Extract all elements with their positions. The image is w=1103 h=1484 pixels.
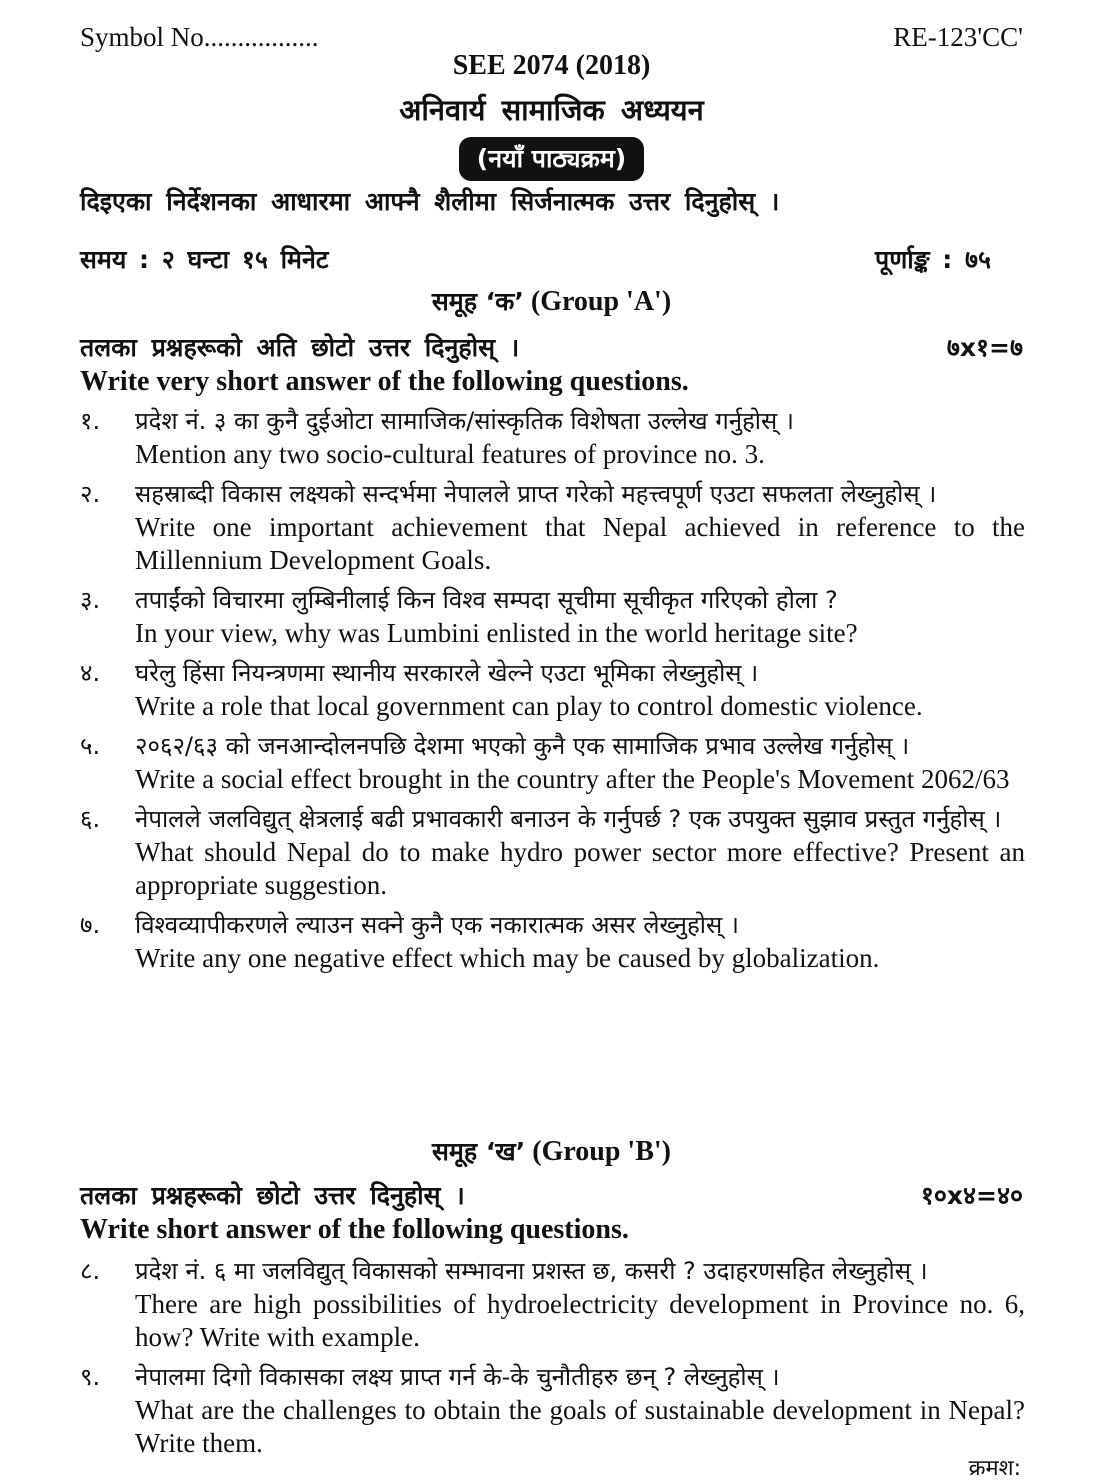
question-item bbox=[80, 656, 1025, 723]
question-number: ७. bbox=[80, 911, 101, 939]
group-b-marks: १०x४=४० bbox=[920, 1181, 1023, 1210]
group-a-heading-np: समूह ‘क’ bbox=[431, 287, 524, 316]
question-text-np: सहस्राब्दी विकास लक्ष्यको सन्दर्भमा नेपालले प्राप्त गरेको महत्त्वपूर्ण एउटा सफलता लेख्नुहोस् । bbox=[135, 480, 937, 508]
question-item bbox=[80, 583, 1025, 650]
group-b-heading bbox=[0, 1134, 1103, 1168]
question-text-en: Write a role that local government can play to control domestic violence. bbox=[135, 691, 923, 721]
symbol-number: Symbol No................. bbox=[80, 22, 319, 52]
question-number: ६. bbox=[80, 805, 101, 833]
group-b-instruction-row bbox=[80, 1178, 1023, 1212]
group-a-questions bbox=[80, 404, 1025, 981]
subject-title: अनिवार्य सामाजिक अध्ययन bbox=[399, 93, 704, 127]
group-a-heading bbox=[0, 284, 1103, 318]
question-text-np: प्रदेश नं. ३ का कुनै दुईओटा सामाजिक/सांस्कृतिक विशेषता उल्लेख गर्नुहोस् । bbox=[135, 407, 794, 435]
group-a-heading-en: (Group 'A') bbox=[530, 286, 672, 317]
group-b-questions bbox=[80, 1254, 1025, 1466]
question-number: ३. bbox=[80, 586, 101, 614]
question-text-np: विश्वव्यापीकरणले ल्याउन सक्ने कुनै एक नकारात्मक असर लेख्नुहोस् । bbox=[135, 911, 739, 939]
question-number: २. bbox=[80, 480, 101, 508]
question-item bbox=[80, 908, 1025, 975]
question-text-en: Mention any two socio-cultural features of province no. 3. bbox=[135, 439, 765, 469]
question-item bbox=[80, 404, 1025, 471]
question-text-np: नेपालमा दिगो विकासका लक्ष्य प्राप्त गर्न के-के चुनौतीहरु छन् ? लेख्नुहोस् । bbox=[135, 1363, 780, 1391]
question-item bbox=[80, 477, 1025, 577]
continued-note: क्रमश: bbox=[968, 1456, 1021, 1481]
exam-title: SEE 2074 (2018) bbox=[452, 50, 651, 81]
question-text-np: प्रदेश नं. ६ मा जलविद्युत् विकासको सम्भावना प्रशस्त छ, कसरी ? उदाहरणसहित लेख्नुहोस् । bbox=[135, 1257, 928, 1285]
question-text-np: २०६२/६३ को जनआन्दोलनपछि देशमा भएको कुनै एक सामाजिक प्रभाव उल्लेख गर्नुहोस् । bbox=[135, 732, 910, 760]
question-text-en: There are high possibilities of hydroelectricity development in Province no. 6, how? Write with example. bbox=[135, 1289, 1025, 1352]
question-text-en: Write one important achievement that Nepal achieved in reference to the Millennium Development Goals. bbox=[135, 512, 1025, 575]
question-number: ९. bbox=[80, 1363, 101, 1391]
curriculum-wrap bbox=[0, 137, 1103, 181]
full-marks: पूर्णाङ्क : ७५ bbox=[875, 245, 991, 274]
group-a-instruction-row bbox=[80, 330, 1023, 364]
question-text-np: नेपालले जलविद्युत् क्षेत्रलाई बढी प्रभावकारी बनाउन के गर्नुपर्छ ? एक उपयुक्त सुझाव प्रस्तुत गर्नुहोस् । bbox=[135, 805, 1002, 833]
question-text-np: घरेलु हिंसा नियन्त्रणमा स्थानीय सरकारले खेल्ने एउटा भूमिका लेख्नुहोस् । bbox=[135, 659, 759, 687]
group-a-instruction-en: Write very short answer of the following questions. bbox=[80, 366, 689, 397]
group-b-heading-np: समूह ‘ख’ bbox=[431, 1137, 526, 1166]
group-a-marks: ७x१=७ bbox=[946, 333, 1023, 362]
time-marks-row bbox=[80, 242, 991, 276]
group-b-instruction-np: तलका प्रश्नहरूको छोटो उत्तर दिनुहोस् । bbox=[80, 1181, 465, 1210]
question-text-np: तपाईंको विचारमा लुम्बिनीलाई किन विश्व सम्पदा सूचीमा सूचीकृत गरिएको होला ? bbox=[135, 586, 838, 614]
time-allowed: समय : २ घन्टा १५ मिनेट bbox=[80, 245, 329, 274]
question-text-en: Write any one negative effect which may be caused by globalization. bbox=[135, 943, 880, 973]
question-text-en: In your view, why was Lumbini enlisted in the world heritage site? bbox=[135, 618, 858, 648]
question-item bbox=[80, 1360, 1025, 1460]
paper-code: RE-123'CC' bbox=[893, 22, 1023, 52]
question-item bbox=[80, 1254, 1025, 1354]
question-item bbox=[80, 802, 1025, 902]
question-number: ५. bbox=[80, 732, 101, 760]
general-directive: दिइएका निर्देशनका आधारमा आफ्नै शैलीमा सिर्जनात्मक उत्तर दिनुहोस् । bbox=[80, 187, 780, 216]
question-number: ८. bbox=[80, 1257, 101, 1285]
question-item bbox=[80, 729, 1025, 796]
question-number: १. bbox=[80, 407, 101, 435]
question-text-en: What are the challenges to obtain the goals of sustainable development in Nepal? Write them. bbox=[135, 1395, 1025, 1458]
question-text-en: Write a social effect brought in the country after the People's Movement 2062/63 bbox=[135, 764, 1010, 794]
group-b-heading-en: (Group 'B') bbox=[532, 1136, 671, 1167]
curriculum-badge: (नयाँ पाठ्यक्रम) bbox=[459, 137, 644, 181]
group-b-instruction-en: Write short answer of the following questions. bbox=[80, 1214, 629, 1245]
question-number: ४. bbox=[80, 659, 101, 687]
group-a-instruction-np: तलका प्रश्नहरूको अति छोटो उत्तर दिनुहोस् । bbox=[80, 333, 520, 362]
question-text-en: What should Nepal do to make hydro power sector more effective? Present an appropriate suggestion. bbox=[135, 837, 1025, 900]
